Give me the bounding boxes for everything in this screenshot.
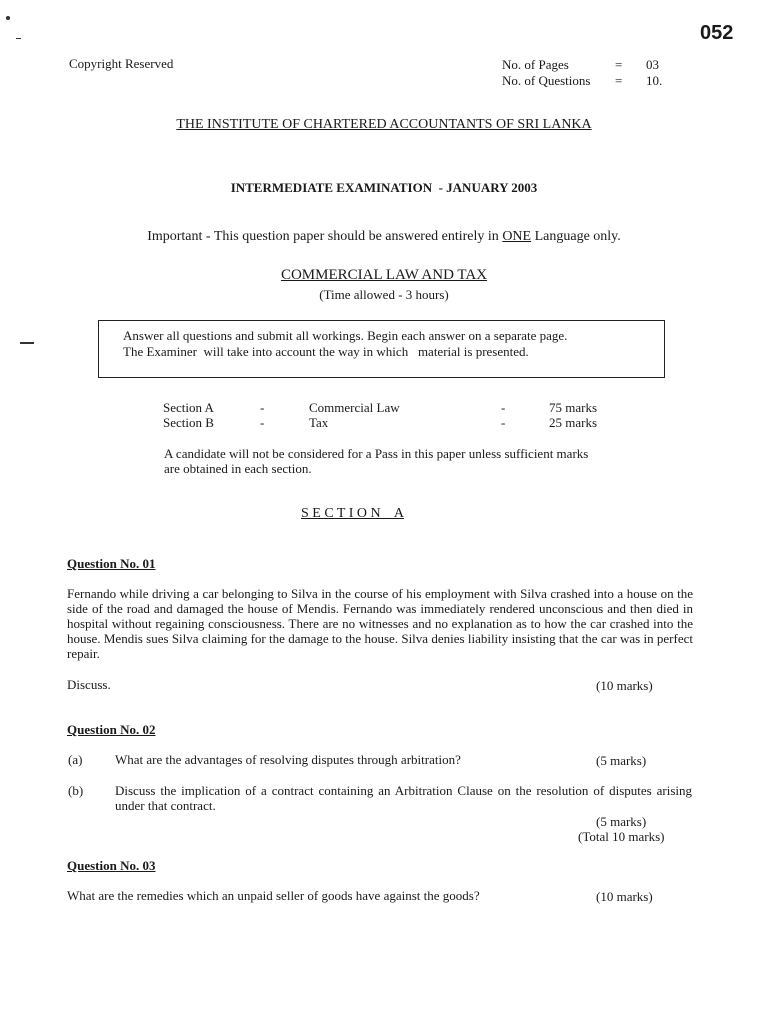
- questions-label: No. of Questions: [502, 73, 591, 88]
- question-1-body: Fernando while driving a car belonging to Silva in the course of his employment with Silva crashed into a house on the side of the road and damaged the house of Mendis. Fernando was immediately rendered unconscious and then died in hospital without regaining consciousness. There are no witnesses and no explanation as to how the car crashed into the house. Mendis sues Silva claiming for the damage to the house. Silva denies liability insisting that the car was in perfect repair.: [67, 586, 693, 661]
- scan-speck: [6, 16, 10, 20]
- question-2b-label: (b): [68, 783, 84, 798]
- scan-speck: [16, 38, 21, 39]
- section-marks: 75 marks: [549, 400, 598, 415]
- scan-speck: [20, 342, 34, 344]
- section-name: Section B: [163, 415, 214, 430]
- question-3-text: What are the remedies which an unpaid seller of goods have against the goods?: [67, 888, 480, 903]
- language-note-suffix: Language only.: [531, 229, 621, 244]
- time-allowed: (Time allowed - 3 hours): [319, 287, 449, 302]
- questions-value: 10.: [646, 73, 663, 88]
- pages-label: No. of Pages: [502, 57, 569, 72]
- subject-title: COMMERCIAL LAW AND TAX: [280, 267, 488, 283]
- section-dash: -: [260, 415, 265, 430]
- question-3-title: Question No. 03: [67, 858, 156, 873]
- question-2b-marks: (5 marks): [596, 814, 647, 829]
- pages-value: 03: [646, 57, 659, 72]
- instructions-line-1: Answer all questions and submit all workings. Begin each answer on a separate page.: [123, 328, 568, 343]
- language-note-emphasis: ONE: [502, 229, 532, 244]
- question-2a-marks: (5 marks): [596, 753, 647, 768]
- question-2-total: (Total 10 marks): [578, 829, 665, 844]
- question-1-prompt: Discuss.: [67, 677, 111, 692]
- question-2a-label: (a): [68, 752, 83, 767]
- section-dash: -: [260, 400, 265, 415]
- language-note: [0, 229, 768, 245]
- section-a-heading: S E C T I O N A: [301, 506, 404, 521]
- copyright-notice: Copyright Reserved: [69, 56, 174, 71]
- question-2b-text: Discuss the implication of a contract containing an Arbitration Clause on the resolution of disputes arising under that contract.: [115, 783, 692, 813]
- question-2a-text: What are the advantages of resolving disputes through arbitration?: [115, 752, 461, 767]
- section-dash: -: [501, 400, 506, 415]
- pass-note-line-2: are obtained in each section.: [164, 461, 312, 476]
- paper-code: 052: [700, 22, 734, 44]
- question-3-marks: (10 marks): [596, 889, 653, 904]
- instructions-box: [98, 320, 665, 378]
- pages-equals: =: [615, 57, 623, 72]
- exam-title: INTERMEDIATE EXAMINATION - JANUARY 2003: [230, 180, 538, 195]
- section-marks: 25 marks: [549, 415, 598, 430]
- question-1-title: Question No. 01: [67, 556, 156, 571]
- section-subject: Commercial Law: [309, 400, 400, 415]
- instructions-line-2: The Examiner will take into account the way in which material is presented.: [123, 344, 529, 359]
- question-1-marks: (10 marks): [596, 678, 653, 693]
- language-note-prefix: Important - This question paper should be answered entirely in: [147, 229, 503, 244]
- question-2-title: Question No. 02: [67, 722, 156, 737]
- questions-equals: =: [615, 73, 623, 88]
- section-dash: -: [501, 415, 506, 430]
- institute-title: THE INSTITUTE OF CHARTERED ACCOUNTANTS OF SRI LANKA: [176, 117, 592, 132]
- section-name: Section A: [163, 400, 214, 415]
- section-subject: Tax: [309, 415, 329, 430]
- pass-note-line-1: A candidate will not be considered for a Pass in this paper unless sufficient marks: [164, 446, 589, 461]
